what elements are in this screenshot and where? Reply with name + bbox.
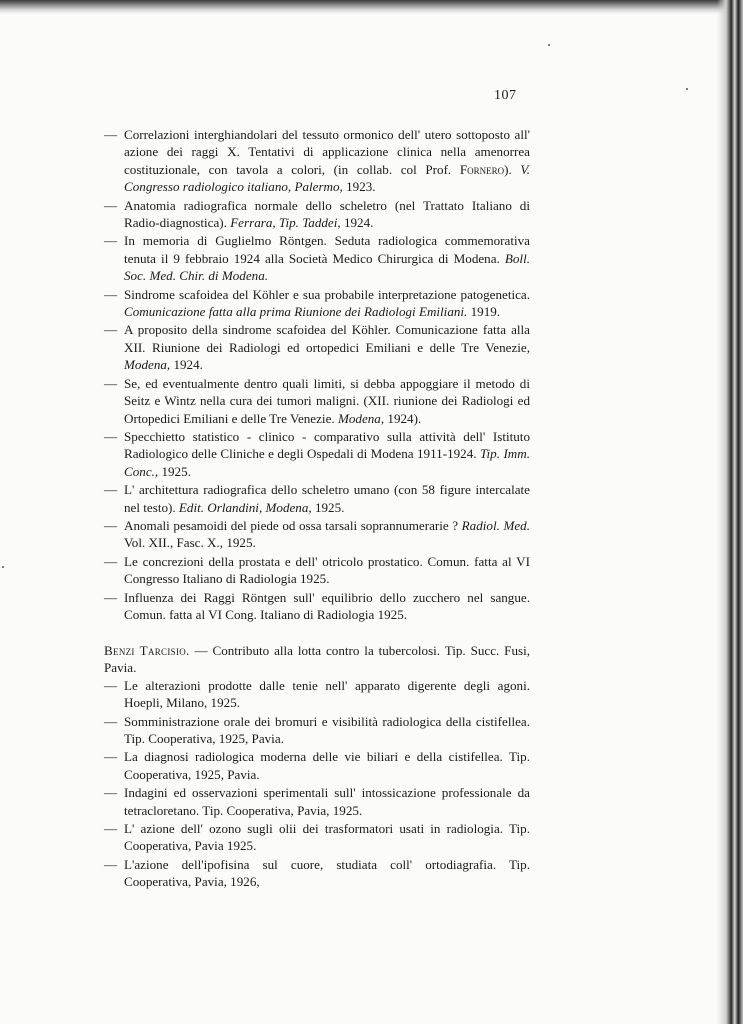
entry-citation-italic: Radiol. Med.: [461, 517, 530, 533]
entry-text: 1925.: [158, 463, 191, 479]
bibliography-entry: [104, 713, 530, 748]
entry-citation-italic: V. Congresso radiologico italiano, Palermo,: [124, 161, 530, 195]
entry-dash: —: [104, 428, 118, 444]
bibliography-entry: [104, 375, 530, 427]
author-first-entry: — Contributo alla lotta contro la tubercolosi. Tip. Succ. Fusi, Pavia.: [104, 643, 530, 676]
entry-text: Anatomia radiografica normale dello scheletro (nel Trattato Italiano di Radio-diagnostica).: [124, 197, 530, 231]
bibliography-entry: [104, 517, 530, 552]
entry-text: Le concrezioni della prostata e dell' otricolo prostatico. Comun. fatta al VI Congresso Italiano di Radiologia 1925.: [124, 553, 530, 587]
entry-dash: —: [104, 482, 118, 498]
bibliography-entry: [104, 286, 530, 321]
entry-citation-italic: Ferrara, Tip. Taddei,: [230, 215, 341, 231]
entry-text: Le alterazioni prodotte dalle tenie nell' apparato digerente degli agoni. Hoepli, Milano, 1925.: [124, 677, 530, 711]
bibliography-entry: [104, 428, 530, 480]
scan-right-edge: [717, 0, 743, 1024]
entry-text: Anomali pesamoidi del piede od ossa tarsali soprannumerarie ?: [124, 517, 462, 533]
bibliography-entry: [104, 784, 530, 819]
scan-speck: [548, 44, 550, 46]
entry-text: Se, ed eventualmente dentro quali limiti, si debba appoggiare il metodo di Seitz e Wintz nella cura dei tumori maligni. (XII. riunione dei Radiologi ed Ortopedici Emiliani e delle Tre Venezie.: [124, 375, 530, 426]
entry-dash: —: [104, 375, 118, 391]
bibliography-section-benzi: [104, 642, 530, 892]
bibliography-entry: [104, 126, 530, 196]
entry-dash: —: [104, 785, 118, 801]
entry-dash: —: [104, 677, 118, 693]
entry-dash: —: [104, 713, 118, 729]
entry-citation-italic: Tip. Imm. Conc.,: [124, 446, 530, 479]
entry-text: 1923.: [342, 179, 376, 195]
bibliography-entry: [104, 748, 530, 783]
entry-text: Vol. XII., Fasc. X., 1925.: [124, 535, 256, 551]
bibliography-list-2: [104, 677, 530, 891]
bibliography-entry: [104, 553, 530, 588]
entry-text: Somministrazione orale dei bromuri e visibilità radiologica della cistifellea. Tip. Cooperativa, 1925, Pavia.: [124, 713, 530, 747]
scan-speck: [2, 566, 4, 568]
entry-text: L'azione dell'ipofisina sul cuore, studiata coll' ortodiagrafia. Tip. Cooperativa, Pavia, 1926,: [124, 856, 530, 890]
entry-dash: —: [104, 127, 118, 142]
entry-text: Influenza dei Raggi Röntgen sull' equilibrio dello zucchero nel sangue. Comun. fatta al VI Cong. Italiano di Radiologia 1925.: [124, 589, 530, 622]
bibliography-entry: [104, 197, 530, 232]
scan-speck: [686, 88, 688, 90]
bibliography-entry: [104, 677, 530, 712]
bibliography-list-1: [104, 126, 530, 624]
entry-dash: —: [104, 589, 118, 605]
entry-citation-italic: Edit. Orlandini, Modena,: [178, 499, 312, 515]
entry-dash: —: [104, 856, 118, 872]
entry-text: Specchietto statistico - clinico - comparativo sulla attività dell' Istituto Radiologico delle Cliniche e degli Ospedali di Modena 1911-1924.: [124, 428, 530, 462]
entry-dash: —: [104, 517, 118, 533]
page-number: 107: [494, 88, 517, 103]
entry-text: Sindrome scafoidea del Köhler e sua probabile interpretazione patogenetica.: [124, 286, 530, 302]
entry-dash: —: [104, 286, 118, 302]
entry-text: 1925.: [311, 499, 345, 515]
entry-text: L' azione dell' ozono sugli olii dei trasformatori usati in radiologia. Tip. Cooperativa, Pavia 1925.: [124, 821, 530, 854]
entry-text: 1924.: [170, 357, 203, 373]
entry-dash: —: [104, 553, 118, 569]
entry-dash: —: [104, 821, 118, 837]
entry-text: L' architettura radiografica dello scheletro umano (con 58 figure intercalate nel testo).: [124, 482, 530, 515]
entry-dash: —: [104, 749, 118, 765]
author-name: Benzi Tarcisio.: [104, 643, 190, 658]
entry-citation-italic: Modena,: [124, 357, 171, 373]
entry-dash: —: [104, 197, 118, 213]
entry-text: Fornero: [459, 161, 505, 177]
entry-text: ).: [504, 161, 521, 177]
bibliography-entry: [104, 589, 530, 624]
entry-text: Indagini ed osservazioni sperimentali sull' intossicazione professionale da tetracloretano. Tip. Cooperativa, Pavia, 1925.: [124, 785, 530, 818]
entry-text: 1924.: [340, 215, 374, 231]
entry-text: Correlazioni interghiandolari del tessuto ormonico dell' utero sottoposto all' azione dei raggi X. Tentativi di applicazione clinica nella amenorrea costituzionale, con tavola a colori, (in collab. col Prof.: [124, 127, 530, 177]
bibliography-entry: [104, 856, 530, 891]
bibliography-entry: [104, 820, 530, 855]
bibliography-entry: [104, 481, 530, 516]
entry-text: La diagnosi radiologica moderna delle vie biliari e della cistifellea. Tip. Cooperativa, 1925, Pavia.: [124, 749, 530, 782]
entry-dash: —: [104, 233, 118, 249]
bibliography-entry: [104, 321, 530, 373]
entry-text: In memoria di Guglielmo Röntgen. Seduta radiologica commemorativa tenuta il 9 febbraio 1924 alla Società Medico Chirurgica di Modena.: [124, 233, 530, 266]
entry-citation-italic: Modena,: [337, 410, 385, 426]
entry-citation-italic: Comunicazione fatta alla prima Riunione dei Radiologi Emiliani.: [124, 304, 468, 320]
entry-citation-italic: Boll. Soc. Med. Chir. di Modena.: [124, 250, 530, 284]
entry-text: 1924).: [384, 410, 422, 426]
entry-text: 1919.: [467, 304, 501, 320]
author-heading: [104, 642, 530, 677]
entry-dash: —: [104, 322, 118, 338]
bibliography-entry: [104, 232, 530, 284]
entry-text: A proposito della sindrome scafoidea del Köhler. Comunicazione fatta alla XII. Riunione dei Radiologi ed ortopedici Emiliani e delle Tre Venezie,: [124, 322, 530, 355]
scan-top-edge: [0, 0, 743, 14]
